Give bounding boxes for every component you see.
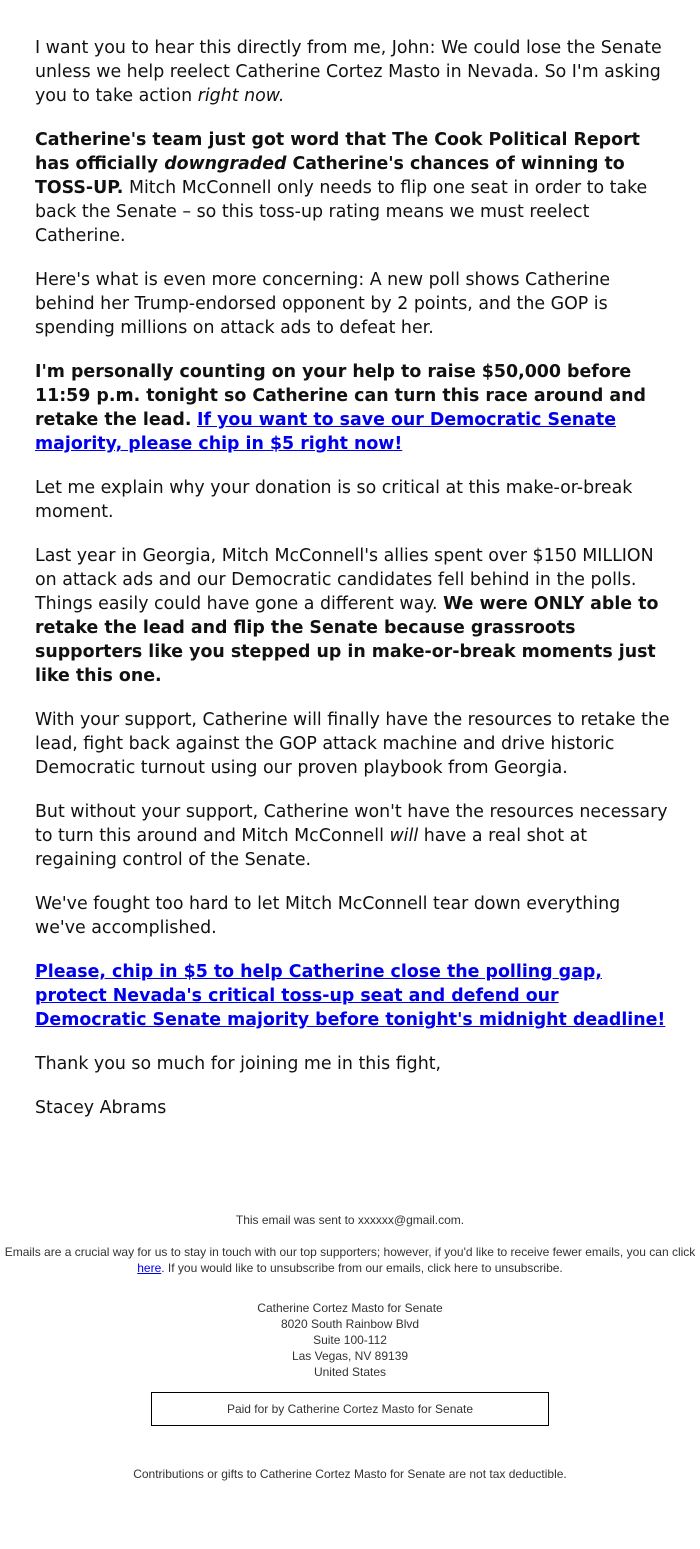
without-support-text-2: have a real shot at regaining control of the Senate. xyxy=(35,826,588,870)
address-city: Las Vegas, NV 89139 xyxy=(291,1349,409,1363)
tax-disclaimer: Contributions or gifts to Catherine Cortez Masto for Senate are not tax deductible. xyxy=(133,1467,567,1481)
cook-report-emphasis: downgraded xyxy=(164,154,287,174)
paid-for-disclaimer: Paid for by Catherine Cortez Masto for Senate xyxy=(151,1392,549,1426)
mailing-address xyxy=(0,1300,700,1380)
email-body xyxy=(35,36,670,1140)
paragraph-fought: We've fought too hard to let Mitch McConnell tear down everything we've accomplished. xyxy=(35,894,621,938)
cook-report-bold-2: Catherine's chances of winning to TOSS-UP. xyxy=(35,154,625,198)
paragraph-support: With your support, Catherine will finally have the resources to retake the lead, fight back against the GOP attack machine and drive historic Democratic turnout using our proven playbook from Georgia. xyxy=(35,710,670,778)
address-org: Catherine Cortez Masto for Senate xyxy=(257,1301,443,1315)
without-support-text-1: But without your support, Catherine won't have the resources necessary to turn this around and Mitch McConnell xyxy=(35,802,668,846)
paragraph-without-support xyxy=(35,800,670,872)
goal-bold: I'm personally counting on your help to raise $50,000 before 11:59 p.m. tonight so Catherine can turn this race around and retake the lead. xyxy=(35,362,646,430)
preferences-text-1: Emails are a crucial way for us to stay in touch with our top supporters; however, if you'd like to receive fewer emails, you can click xyxy=(4,1245,696,1259)
paragraph-donate-cta xyxy=(35,960,670,1032)
preferences-text-2: . If you would like to unsubscribe from our emails, click here to unsubscribe. xyxy=(161,1261,563,1275)
paragraph-thanks: Thank you so much for joining me in this fight, xyxy=(35,1054,442,1074)
georgia-bold: We were ONLY able to retake the lead and flip the Senate because grassroots supporters like you stepped up in make-or-break moments just like this one. xyxy=(35,594,659,686)
email-preferences xyxy=(0,1244,700,1276)
intro-text: I want you to hear this directly from me, John: We could lose the Senate unless we help reelect Catherine Cortez Masto in Nevada. So I'm asking you to take action xyxy=(35,38,662,106)
without-support-emphasis: will xyxy=(389,826,419,846)
paragraph-explain: Let me explain why your donation is so critical at this make-or-break moment. xyxy=(35,478,633,522)
paragraph-georgia xyxy=(35,544,670,688)
donate-link-primary[interactable]: If you want to save our Democratic Senate majority, please chip in $5 right now! xyxy=(35,410,617,454)
intro-emphasis: right now. xyxy=(197,86,285,106)
email-footer xyxy=(0,1212,700,1481)
address-suite: Suite 100-112 xyxy=(313,1333,387,1347)
paragraph-cook-report xyxy=(35,128,670,248)
sent-to-notice: This email was sent to xxxxxx@gmail.com. xyxy=(235,1213,465,1227)
georgia-text: Last year in Georgia, Mitch McConnell's allies spent over $150 MILLION on attack ads and our Democratic candidates fell behind in the polls. Things easily could have gone a different way. xyxy=(35,546,654,614)
donate-link-secondary[interactable]: Please, chip in $5 to help Catherine close the polling gap, protect Nevada's critical toss-up seat and defend our Democratic Senate majority before tonight's midnight deadline! xyxy=(35,962,666,1030)
paragraph-intro xyxy=(35,36,670,108)
cook-report-text: Mitch McConnell only needs to flip one seat in order to take back the Senate – so this toss-up rating means we must reelect Catherine. xyxy=(35,178,648,246)
cook-report-bold-1: Catherine's team just got word that The Cook Political Report has officially xyxy=(35,130,640,174)
fewer-emails-link[interactable]: here xyxy=(137,1261,162,1275)
address-street: 8020 South Rainbow Blvd xyxy=(280,1317,420,1331)
address-country: United States xyxy=(313,1365,387,1379)
paragraph-goal xyxy=(35,360,670,456)
signature: Stacey Abrams xyxy=(35,1098,167,1118)
paragraph-poll: Here's what is even more concerning: A new poll shows Catherine behind her Trump-endorsed opponent by 2 points, and the GOP is spending millions on attack ads to defeat her. xyxy=(35,270,611,338)
